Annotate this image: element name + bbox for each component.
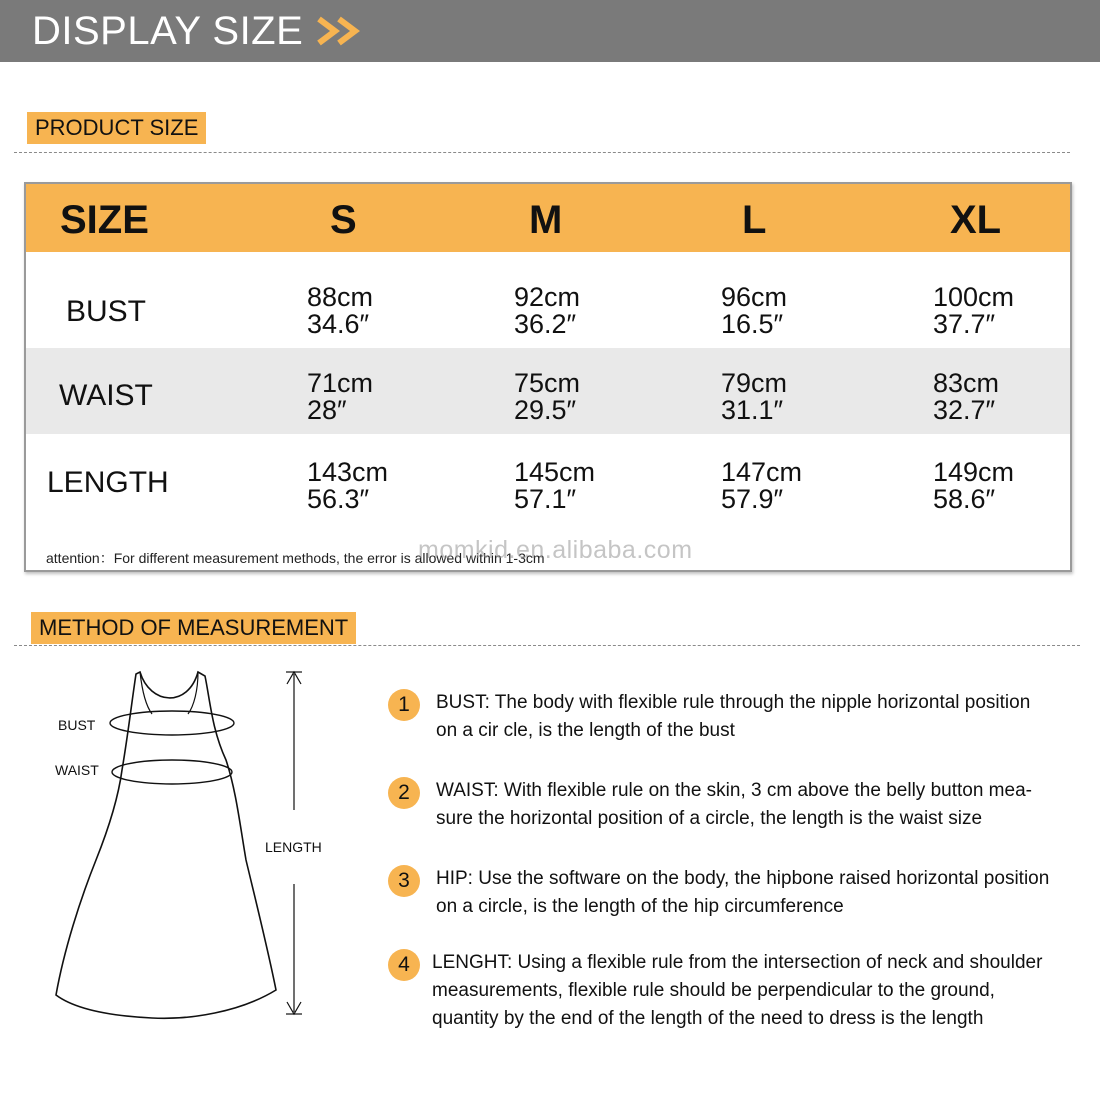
header-size-s: S (330, 198, 357, 242)
step-number: 1 (388, 689, 420, 721)
measurement-text: WAIST: With flexible rule on the skin, 3 cm above the belly button mea- sure the horizontal position of a circle, the length is the waist size (436, 780, 1032, 829)
table-cell: 143cm 56.3″ (307, 457, 389, 514)
measurement-text: LENGHT: Using a flexible rule from the intersection of neck and shoulder measurements, flexible rule should be perpendicular to the ground, quantity by the end of the length of the need to dress is the length (432, 952, 1043, 1029)
table-header (26, 184, 1070, 252)
section-divider (14, 152, 1070, 153)
table-cell: 92cm 36.2″ (514, 282, 581, 339)
row-label-bust: BUST (66, 295, 147, 328)
diagram-label-length: LENGTH (265, 839, 322, 855)
table-cell: 145cm 57.1″ (514, 457, 596, 514)
attention-note: attention：For different measurement methods, the error is allowed within 1-3cm (46, 550, 545, 566)
step-number: 2 (388, 777, 420, 809)
table-cell: 79cm 31.1″ (721, 368, 788, 425)
table-cell: 75cm 29.5″ (514, 368, 581, 425)
product-size-label: PRODUCT SIZE (27, 112, 206, 144)
dress-diagram (0, 650, 370, 1050)
header-bar (0, 0, 1100, 62)
measurement-text: HIP: Use the software on the body, the hipbone raised horizontal position on a circle, is the length of the hip circumference (436, 868, 1050, 917)
header-size-m: M (529, 198, 563, 242)
table-cell: 83cm 32.7″ (933, 368, 1000, 425)
header-size-corner: SIZE (60, 198, 149, 242)
table-cell: 71cm 28″ (307, 368, 374, 425)
table-row (26, 434, 1070, 520)
header-size-l: L (742, 198, 767, 242)
double-chevron-right-icon (317, 16, 367, 46)
method-label: METHOD OF MEASUREMENT (31, 612, 356, 644)
table-cell: 147cm 57.9″ (721, 457, 803, 514)
diagram-label-waist: WAIST (55, 762, 99, 778)
step-number: 3 (388, 865, 420, 897)
diagram-label-bust: BUST (58, 717, 96, 733)
row-label-waist: WAIST (59, 379, 153, 412)
table-cell: 96cm 16.5″ (721, 282, 788, 339)
table-row (26, 348, 1070, 434)
page-title: DISPLAY SIZE (32, 8, 304, 53)
watermark: momkid.en.alibaba.com (418, 536, 693, 564)
table-row (26, 262, 1070, 348)
table-cell: 88cm 34.6″ (307, 282, 374, 339)
table-cell: 100cm 37.7″ (933, 282, 1015, 339)
table-cell: 149cm 58.6″ (933, 457, 1015, 514)
size-table (24, 182, 1072, 572)
step-number: 4 (388, 949, 420, 981)
header-size-xl: XL (950, 198, 1002, 242)
measurement-text: BUST: The body with flexible rule through the nipple horizontal position on a cir cle, is the length of the bust (436, 692, 1031, 741)
section-divider (14, 645, 1080, 646)
row-label-length: LENGTH (47, 466, 169, 499)
